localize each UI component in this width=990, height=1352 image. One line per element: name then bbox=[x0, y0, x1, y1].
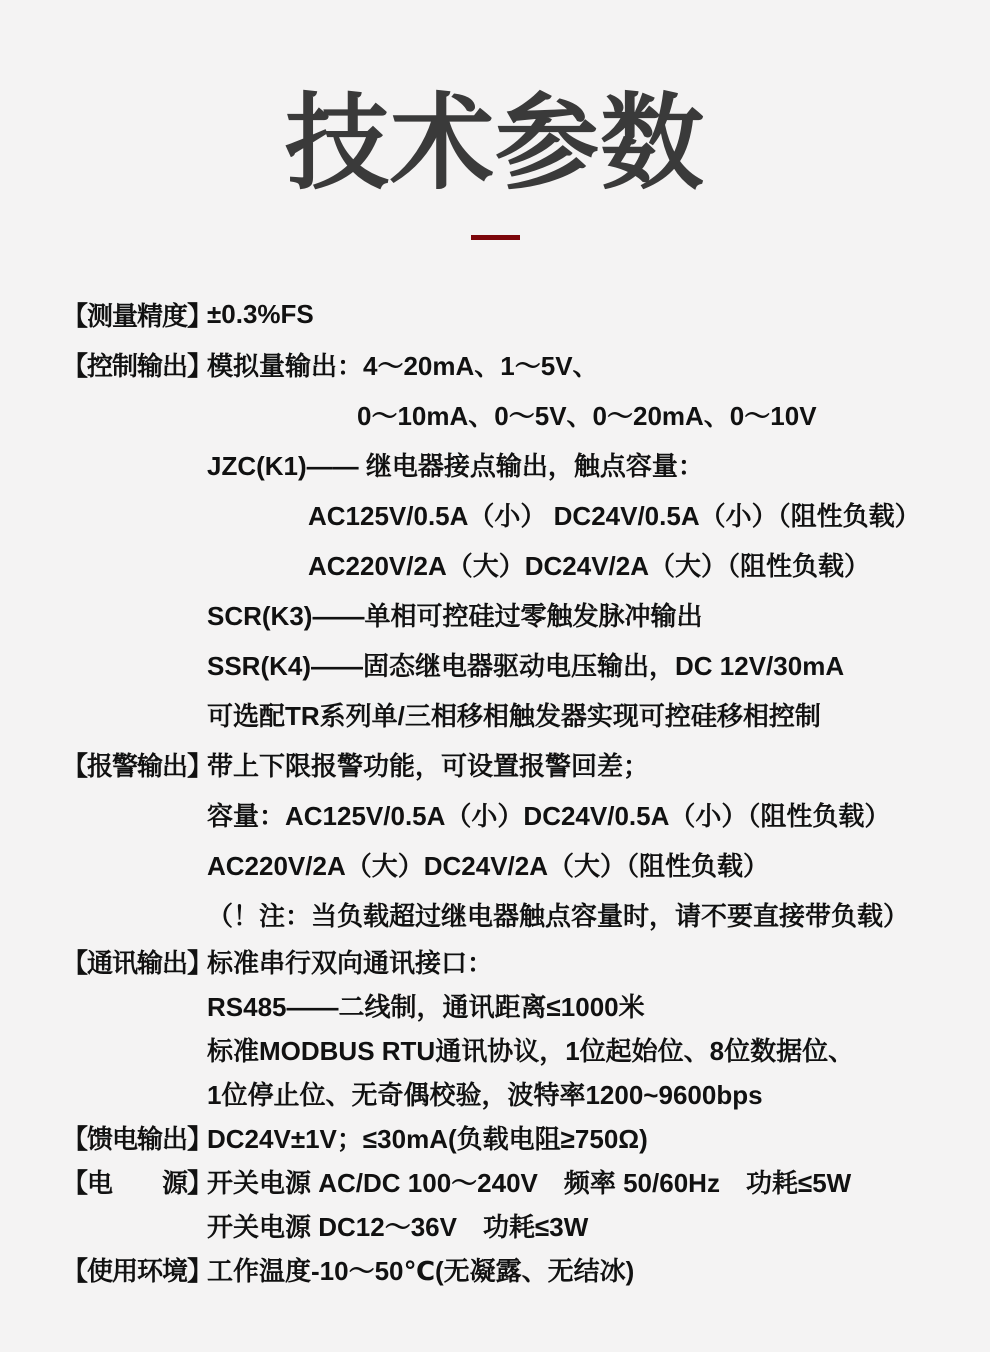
spec-row bbox=[62, 983, 970, 1027]
spec-text: 0～10mA、0～5V、0～20mA、0～10V bbox=[357, 400, 817, 431]
spec-text: AC125V/0.5A（小） DC24V/0.5A（小）（阻性负载） bbox=[308, 500, 921, 531]
spec-text: RS485——二线制，通讯距离≤1000米 bbox=[207, 991, 645, 1022]
spec-label: 【控制输出】 bbox=[62, 350, 213, 381]
spec-row bbox=[62, 739, 970, 789]
spec-text: AC220V/2A（大）DC24V/2A（大）（阻性负载） bbox=[308, 550, 871, 581]
spec-text: 工作温度-10～50℃(无凝露、无结冰) bbox=[207, 1255, 635, 1286]
spec-text: 标准串行双向通讯接口： bbox=[207, 947, 494, 978]
spec-text: 带上下限报警功能，可设置报警回差； bbox=[207, 750, 650, 781]
page-title: 技术参数 bbox=[284, 86, 705, 202]
spec-text: DC24V±1V；≤30mA(负载电阻≥750Ω) bbox=[207, 1123, 648, 1154]
page-header bbox=[0, 0, 990, 240]
spec-row bbox=[62, 489, 970, 539]
spec-text: ±0.3%FS bbox=[207, 298, 314, 329]
spec-text: SSR(K4)——固态继电器驱动电压输出，DC 12V/30mA bbox=[207, 650, 845, 681]
spec-row bbox=[62, 1115, 970, 1159]
title-divider-line bbox=[471, 235, 520, 240]
spec-row bbox=[62, 1071, 970, 1115]
spec-label: 【电 源】 bbox=[62, 1167, 213, 1198]
spec-row bbox=[62, 539, 970, 589]
spec-text: 开关电源 DC12～36V 功耗≤3W bbox=[207, 1211, 589, 1242]
spec-row bbox=[62, 939, 970, 983]
spec-row bbox=[62, 639, 970, 689]
spec-row bbox=[62, 1027, 970, 1071]
spec-text: JZC(K1)—— 继电器接点输出，触点容量： bbox=[207, 450, 704, 481]
spec-label: 【报警输出】 bbox=[62, 750, 213, 781]
spec-text: AC220V/2A（大）DC24V/2A（大）（阻性负载） bbox=[207, 850, 770, 881]
spec-row bbox=[62, 289, 970, 339]
spec-text: 容量：AC125V/0.5A（小）DC24V/0.5A（小）（阻性负载） bbox=[207, 800, 891, 831]
spec-row bbox=[62, 839, 970, 889]
spec-row bbox=[62, 339, 970, 389]
spec-row bbox=[62, 1159, 970, 1203]
spec-label: 【通讯输出】 bbox=[62, 947, 213, 978]
spec-text: 1位停止位、无奇偶校验，波特率1200~9600bps bbox=[207, 1079, 763, 1110]
spec-row bbox=[62, 1247, 970, 1291]
spec-row bbox=[62, 789, 970, 839]
spec-text: 标准MODBUS RTU通讯协议，1位起始位、8位数据位、 bbox=[207, 1035, 855, 1066]
spec-label: 【测量精度】 bbox=[62, 300, 213, 331]
spec-row bbox=[62, 689, 970, 739]
spec-text: 开关电源 AC/DC 100～240V 频率 50/60Hz 功耗≤5W bbox=[207, 1167, 852, 1198]
spec-text: 可选配TR系列单/三相移相触发器实现可控硅移相控制 bbox=[207, 700, 821, 731]
spec-text: 模拟量输出：4～20mA、1～5V、 bbox=[207, 350, 599, 381]
spec-label: 【馈电输出】 bbox=[62, 1123, 213, 1154]
spec-text: （！注：当负载超过继电器触点容量时，请不要直接带负载） bbox=[207, 900, 910, 931]
spec-row bbox=[62, 439, 970, 489]
spec-list bbox=[0, 289, 990, 1291]
spec-text: SCR(K3)——单相可控硅过零触发脉冲输出 bbox=[207, 600, 703, 631]
spec-label: 【使用环境】 bbox=[62, 1255, 213, 1286]
spec-row bbox=[62, 589, 970, 639]
spec-row bbox=[62, 1203, 970, 1247]
spec-row bbox=[62, 389, 970, 439]
spec-row bbox=[62, 889, 970, 939]
